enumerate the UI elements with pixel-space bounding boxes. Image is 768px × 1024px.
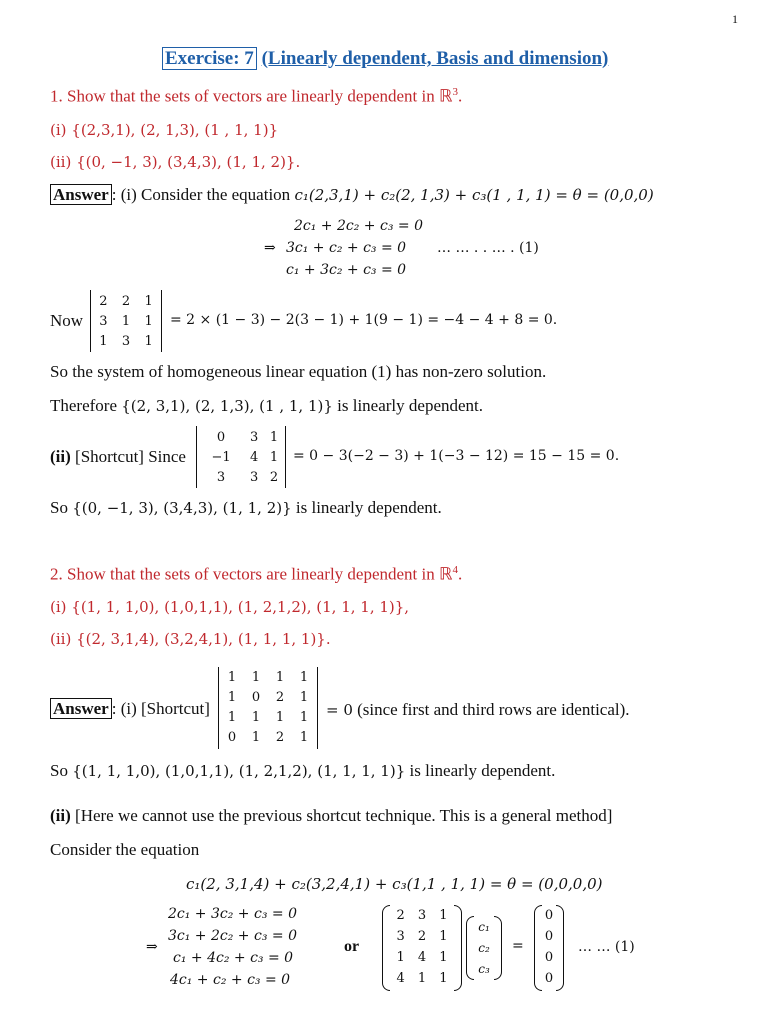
q2-equals: =	[512, 938, 524, 954]
q1-system-eq1: 2c₁ + 2c₂ + c₃ = 0	[294, 218, 423, 234]
q1-conclusion-2: Therefore {(2, 3,1), (2, 1,3), (1 , 1, 1)} is linearly dependent.	[50, 396, 484, 415]
q1-equation: c₁(2,3,1) + c₂(2, 1,3) + c₃(1 , 1, 1) = θ = (0,0,0)	[294, 186, 654, 204]
q2-equation-tag: … … (1)	[578, 939, 635, 955]
q2-system-eq3: c₁ + 4c₂ + c₃ = 0	[173, 950, 294, 966]
q1-ii-determinant: 0 3 1 −1 4 1 3 3 2	[194, 426, 288, 488]
q2-system-eq1: 2c₁ + 3c₂ + c₃ = 0	[168, 906, 297, 922]
q2-zero-vector: 0 0 0 0	[534, 905, 564, 991]
q2-part-i: (i) {(1, 1, 1,0), (1,0,1,1), (1, 2,1,2), (1, 1, 1, 1)},	[50, 598, 410, 616]
q1-system-eq3: c₁ + 3c₂ + c₃ = 0	[286, 262, 407, 278]
q2-variable-vector: c₁ c₂ c₃	[466, 916, 502, 980]
q1-determinant: 2 2 1 3 1 1 1 3 1	[88, 290, 164, 352]
page-title	[162, 48, 608, 70]
q2-equation: c₁(2, 3,1,4) + c₂(3,2,4,1) + c₃(1,1 , 1, 1) = θ = (0,0,0,0)	[186, 875, 603, 893]
q2-system-eq2: 3c₁ + 2c₂ + c₃ = 0	[168, 928, 297, 944]
q1-ii-line: (ii) [Shortcut] Since	[50, 447, 186, 466]
q1-ii-conclusion: So {(0, −1, 3), (3,4,3), (1, 1, 2)} is linearly dependent.	[50, 498, 442, 517]
q2-conclusion: So {(1, 1, 1,0), (1,0,1,1), (1, 2,1,2), (1, 1, 1, 1)} is linearly dependent.	[50, 761, 556, 780]
q2-part-ii: (ii) {(2, 3,1,4), (3,2,4,1), (1, 1, 1, 1)}.	[50, 630, 331, 648]
title-exercise-number: Exercise: 7	[162, 47, 257, 70]
q2-or: or	[344, 938, 360, 955]
q1-implies: ⇒	[264, 240, 276, 256]
q2-determinant: 1 1 1 1 1 0 2 1 1 1 1 1 0 1 2 1	[216, 667, 320, 749]
q1-ii-det-result: = 0 − 3(−2 − 3) + 1(−3 − 12) = 15 − 15 = 0.	[293, 448, 620, 464]
q2-coefficient-matrix: 2 3 1 3 2 1 1 4 1 4 1 1	[382, 905, 462, 991]
q2-implies: ⇒	[146, 939, 158, 955]
answer-label: Answer	[50, 184, 112, 205]
q1-now-label: Now	[50, 311, 84, 330]
q2-answer-line: Answer : (i) [Shortcut]	[50, 699, 210, 719]
q1-det-result: = 2 × (1 − 3) − 2(3 − 1) + 1(9 − 1) = −4 − 4 + 8 = 0.	[170, 312, 558, 328]
q1-part-ii: (ii) {(0, −1, 3), (3,4,3), (1, 1, 2)}.	[50, 153, 301, 171]
q1-conclusion-1: So the system of homogeneous linear equation (1) has non-zero solution.	[50, 362, 547, 381]
answer-label: Answer	[50, 698, 112, 719]
page-number: 1	[732, 12, 738, 26]
q1-statement: 1. Show that the sets of vectors are linearly dependent in ℝ$^3$.	[50, 86, 463, 106]
q2-ii-line: (ii) [Here we cannot use the previous shortcut technique. This is a general method]	[50, 806, 613, 825]
q2-system-eq4: 4c₁ + c₂ + c₃ = 0	[170, 972, 291, 988]
q1-equation-tag: … … . . … . (1)	[437, 240, 539, 256]
title-topic: (Linearly dependent, Basis and dimension)	[261, 48, 609, 69]
q1-answer-line: Answer : (i) Consider the equation c₁(2,3,1) + c₂(2, 1,3) + c₃(1 , 1, 1) = θ = (0,0,0)	[50, 185, 654, 205]
q2-det-result-line: = 0 (since first and third rows are identical).	[326, 700, 630, 719]
q1-system-eq2: 3c₁ + c₂ + c₃ = 0	[286, 240, 407, 256]
q2-statement: 2. Show that the sets of vectors are linearly dependent in ℝ$^4$.	[50, 564, 463, 584]
q1-part-i: (i) {(2,3,1), (2, 1,3), (1 , 1, 1)}	[50, 121, 279, 139]
q2-consider: Consider the equation	[50, 840, 200, 859]
